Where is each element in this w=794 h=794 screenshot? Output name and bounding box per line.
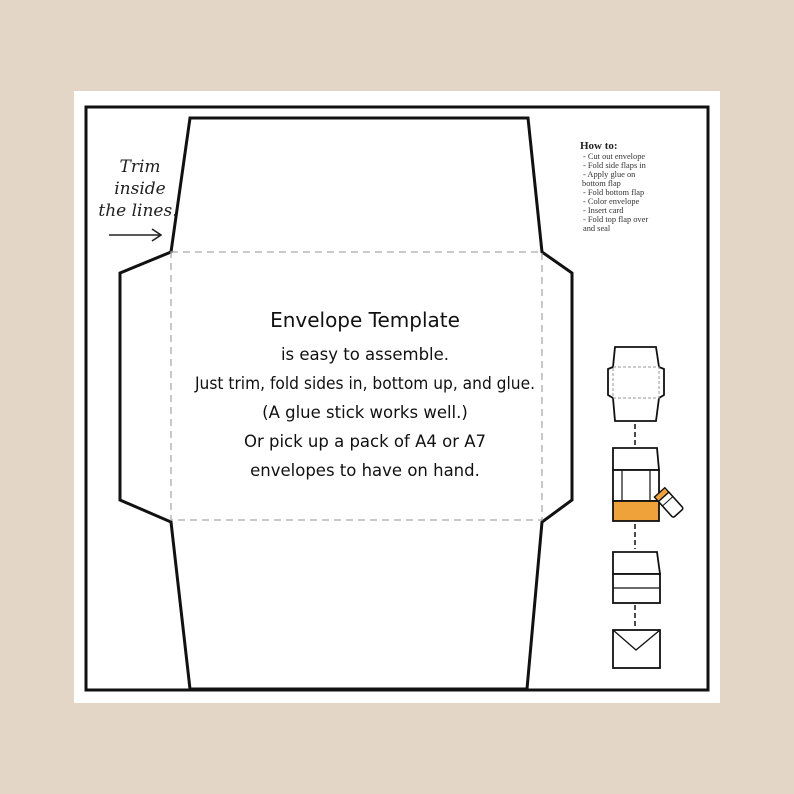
- center-line-1: is easy to assemble.: [280, 345, 450, 364]
- how-to-line-5: - Fold bottom flap: [583, 188, 645, 197]
- step-2-diagram: [613, 448, 659, 521]
- how-to-line-4: bottom flap: [582, 179, 621, 188]
- how-to-line-9: and seal: [583, 224, 611, 233]
- trim-note-line-2: inside: [114, 179, 166, 199]
- arrow-right-icon: [109, 229, 161, 241]
- center-line-3: (A glue stick works well.): [262, 403, 468, 422]
- how-to-line-2: - Fold side flaps in: [583, 161, 646, 170]
- how-to-line-1: - Cut out envelope: [583, 152, 646, 161]
- center-line-4: Or pick up a pack of A4 or A7: [243, 432, 487, 451]
- how-to-line-7: - Insert card: [583, 206, 624, 215]
- how-to-line-3: - Apply glue on: [583, 170, 636, 179]
- center-line-5: envelopes to have on hand.: [250, 461, 480, 480]
- how-to-title: How to:: [580, 140, 618, 152]
- how-to-line-6: - Color envelope: [583, 197, 640, 206]
- trim-note-line-3: the lines.: [98, 201, 178, 221]
- step-3-diagram: [613, 552, 660, 603]
- center-line-2: Just trim, fold sides in, bottom up, and glue.: [194, 374, 535, 393]
- trim-note-line-1: Trim: [119, 157, 161, 177]
- how-to-line-8: - Fold top flap over: [583, 215, 649, 224]
- step-1-diagram: [608, 347, 664, 421]
- step-4-diagram: [613, 630, 660, 668]
- envelope-title: Envelope Template: [270, 308, 460, 332]
